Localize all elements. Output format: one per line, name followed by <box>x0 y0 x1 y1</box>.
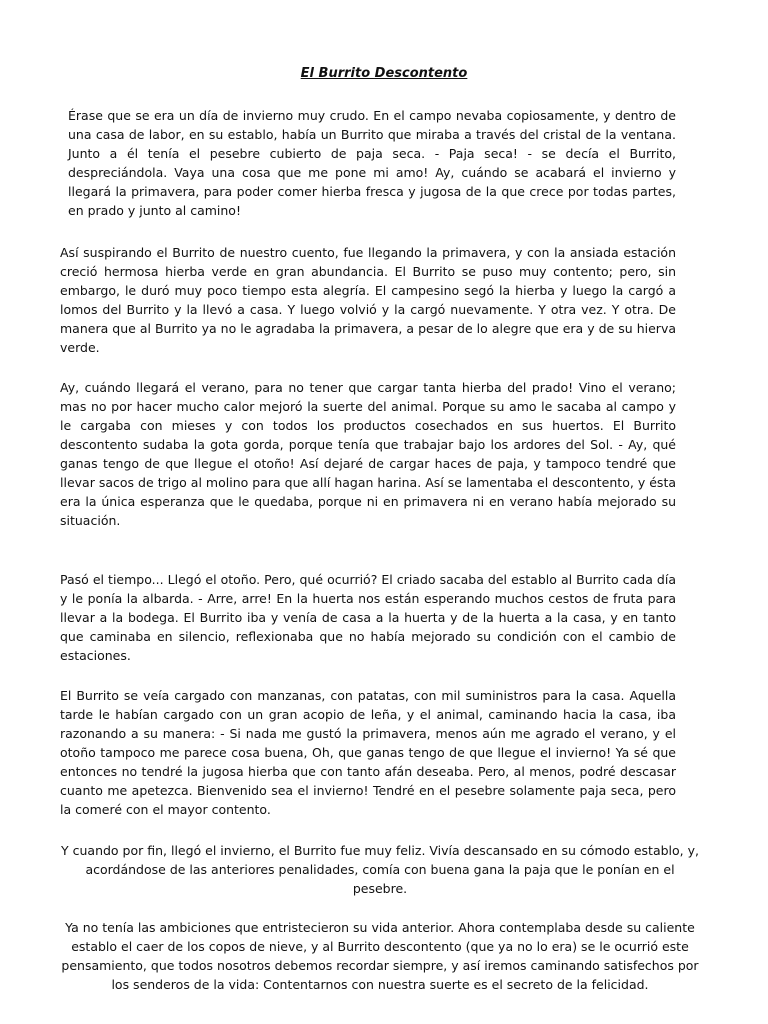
paragraph-4: Pasó el tiempo... Llegó el otoño. Pero, qué ocurrió? El criado sacaba del establo al Burrito cada día y le ponía la albarda. - Arre, arre! En la huerta nos están esperando muchos cestos de fruta para llevar a la bodega. El Burrito iba y venía de casa a la huerta y de la huerta a la casa, y en tanto que caminaba en silencio, reflexionaba que no había mejorado su condición con el cambio de estaciones. <box>60 572 676 663</box>
paragraph-3: Ay, cuándo llegará el verano, para no tener que cargar tanta hierba del prado! Vino el verano; mas no por hacer mucho calor mejoró la suerte del animal. Porque su amo le sacaba al campo y le cargaba con mieses y con todos los productos cosechados en sus huertos. El Burrito descontento sudaba la gota gorda, porque tenía que trabajar bajo los ardores del Sol. - Ay, qué ganas tengo de que llegue el otoño! Así dejaré de cargar haces de paja, y tampoco tendré que llevar sacos de trigo al molino para que allí hagan harina. Así se lamentaba el descontento, y ésta era la única esperanza que le quedaba, porque ni en primavera ni en verano había mejorado su situación. <box>60 380 676 528</box>
paragraph-6: Y cuando por fin, llegó el invierno, el Burrito fue muy feliz. Vivía descansado en su cómodo establo, y, acordándose de las anteriores penalidades, comía con buena gana la paja que le ponían en el pesebre. <box>61 843 699 896</box>
paragraph-5: El Burrito se veía cargado con manzanas, con patatas, con mil suministros para la casa. Aquella tarde le habían cargado con un gran acopio de leña, y el animal, caminando hacia la casa, iba razonando a su manera: - Si nada me gustó la primavera, menos aún me agrado el verano, y el otoño tampoco me parece cosa buena, Oh, que ganas tengo de que llegue el invierno! Ya sé que entonces no tendré la jugosa hierba que con tanto afán deseaba. Pero, al menos, podré descasar cuanto me apetezca. Bienvenido sea el invierno! Tendré en el pesebre solamente paja seca, pero la comeré con el mayor contento. <box>60 688 676 817</box>
paragraph-7: Ya no tenía las ambiciones que entristecieron su vida anterior. Ahora contemplaba desde su caliente establo el caer de los copos de nieve, y al Burrito descontento (que ya no lo era) se le ocurrió este pensamiento, que todos nosotros debemos recordar siempre, y así iremos caminando satisfechos por los senderos de la vida: Contentarnos con nuestra suerte es el secreto de la felicidad. <box>61 920 699 992</box>
paragraph-1: Érase que se era un día de invierno muy crudo. En el campo nevaba copiosamente, y dentro de una casa de labor, en su establo, había un Burrito que miraba a través del cristal de la ventana. Junto a él tenía el pesebre cubierto de paja seca. - Paja seca! - se decía el Burrito, despreciándola. Vaya una cosa que me pone mi amo! Ay, cuándo se acabará el invierno y llegará la primavera, para poder comer hierba fresca y jugosa de la que crece por todas partes, en prado y junto al camino! <box>68 108 676 218</box>
document-title: El Burrito Descontento <box>300 66 468 81</box>
paragraph-2: Así suspirando el Burrito de nuestro cuento, fue llegando la primavera, y con la ansiada estación creció hermosa hierba verde en gran abundancia. El Burrito se puso muy contento; pero, sin embargo, le duró muy poco tiempo esta alegría. El campesino segó la hierba y luego la cargó a lomos del Burrito y la llevó a casa. Y luego volvió y la cargó nuevamente. Y otra vez. Y otra. De manera que al Burrito ya no le agradaba la primavera, a pesar de lo alegre que era y de su hierva verde. <box>60 245 676 355</box>
